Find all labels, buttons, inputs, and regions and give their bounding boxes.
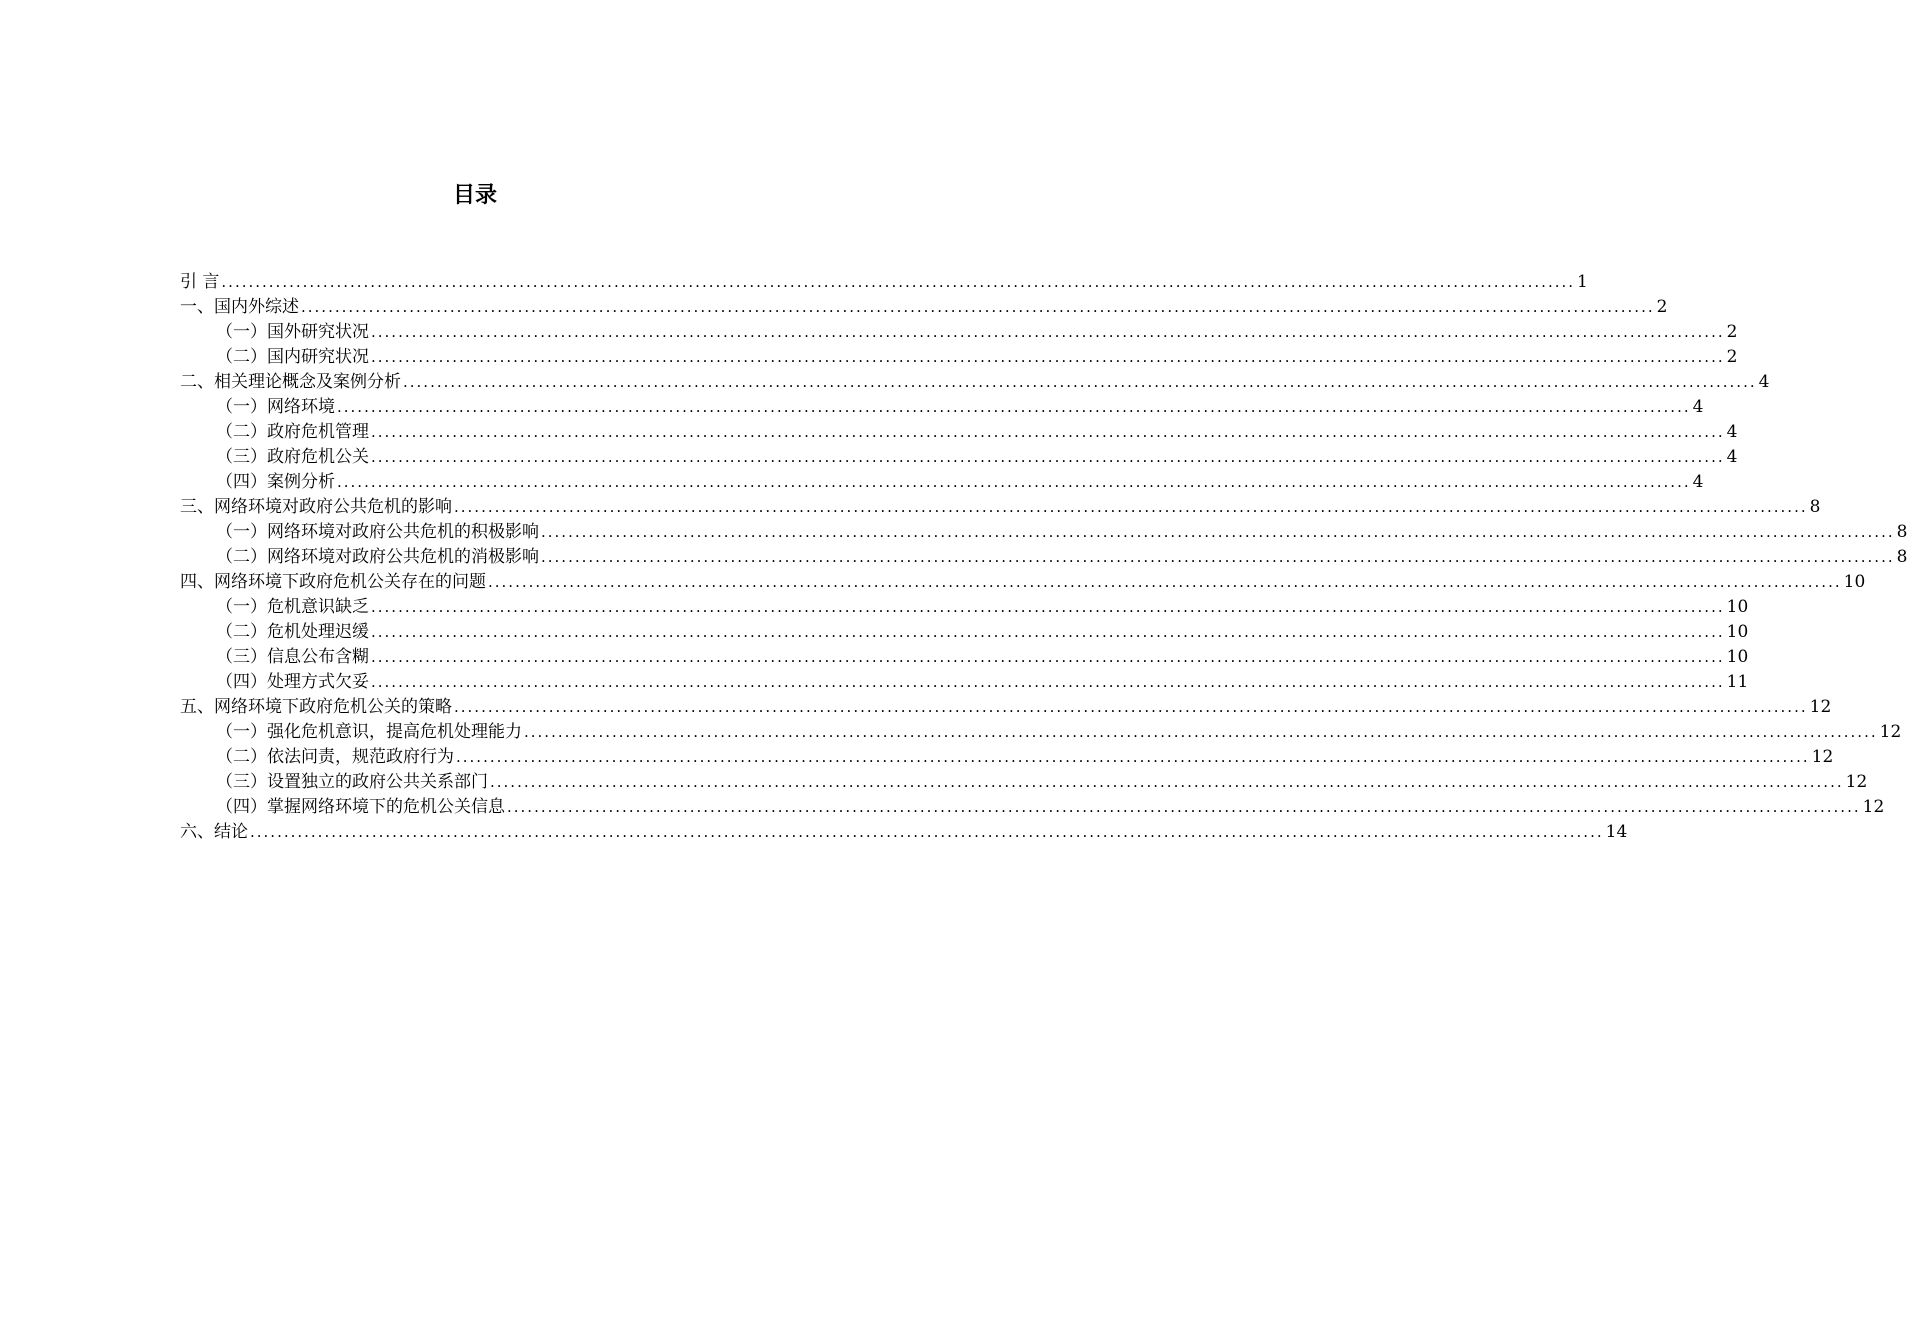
toc-entry[interactable] <box>180 270 1588 295</box>
toc-dot-leader: ........................................................................................................................................................................................................ <box>507 798 1861 816</box>
toc-dot-leader: ........................................................................................................................................................................................................ <box>454 698 1808 716</box>
toc-dot-leader: ........................................................................................................................................................................................................ <box>337 473 1691 491</box>
toc-entry-page-number: 10 <box>1843 572 1866 592</box>
toc-entry-page-number: 11 <box>1726 672 1749 692</box>
toc-entry-page-number: 4 <box>1726 422 1738 442</box>
toc-entry-title: （一）强化危机意识，提高危机处理能力 <box>216 722 522 742</box>
toc-entry-page-number: 8 <box>1896 547 1907 567</box>
toc-entry[interactable] <box>180 595 1749 620</box>
toc-entry-page-number: 4 <box>1692 397 1704 417</box>
toc-entry-title: 引 言 <box>180 272 220 292</box>
toc-dot-leader: ........................................................................................................................................................................................................ <box>371 448 1725 466</box>
toc-entry-page-number: 8 <box>1809 497 1821 517</box>
toc-entry[interactable] <box>180 795 1885 820</box>
toc-entry[interactable] <box>180 295 1668 320</box>
toc-dot-leader: ........................................................................................................................................................................................................ <box>488 573 1842 591</box>
toc-entry-page-number: 8 <box>1896 522 1907 542</box>
toc-entry[interactable] <box>180 545 1907 570</box>
toc-entry[interactable] <box>180 620 1749 645</box>
toc-dot-leader: ........................................................................................................................................................................................................ <box>456 748 1810 766</box>
toc-dot-leader: ........................................................................................................................................................................................................ <box>371 423 1725 441</box>
toc-entry-title: 一、国内外综述 <box>180 297 299 317</box>
toc-dot-leader: ........................................................................................................................................................................................................ <box>301 298 1655 316</box>
toc-dot-leader: ........................................................................................................................................................................................................ <box>490 773 1844 791</box>
toc-entry-page-number: 2 <box>1726 347 1738 367</box>
toc-entry-page-number: 12 <box>1845 772 1868 792</box>
toc-entry[interactable] <box>180 720 1902 745</box>
toc-entry-page-number: 12 <box>1879 722 1902 742</box>
toc-dot-leader: ........................................................................................................................................................................................................ <box>371 598 1725 616</box>
toc-dot-leader: ........................................................................................................................................................................................................ <box>371 673 1725 691</box>
toc-entry-title: 三、网络环境对政府公共危机的影响 <box>180 497 452 517</box>
toc-entry[interactable] <box>180 645 1749 670</box>
toc-entry-title: （一）网络环境对政府公共危机的积极影响 <box>216 522 539 542</box>
toc-entry-page-number: 10 <box>1726 647 1749 667</box>
toc-entry[interactable] <box>180 395 1704 420</box>
toc-entry-page-number: 12 <box>1862 797 1885 817</box>
toc-entry-title: （一）国外研究状况 <box>216 322 369 342</box>
toc-dot-leader: ........................................................................................................................................................................................................ <box>541 548 1895 566</box>
toc-entry-title: （三）信息公布含糊 <box>216 647 369 667</box>
toc-entry-title: 四、网络环境下政府危机公关存在的问题 <box>180 572 486 592</box>
toc-entry-page-number: 12 <box>1811 747 1834 767</box>
toc-entry-page-number: 2 <box>1656 297 1668 317</box>
toc-entry-title: （二）依法问责，规范政府行为 <box>216 747 454 767</box>
toc-entry[interactable] <box>180 445 1738 470</box>
toc-entry-title: （二）国内研究状况 <box>216 347 369 367</box>
toc-entry[interactable] <box>180 520 1907 545</box>
toc-entry-title: （四）案例分析 <box>216 472 335 492</box>
toc-entry-title: （二）网络环境对政府公共危机的消极影响 <box>216 547 539 567</box>
toc-entry-title: （四）掌握网络环境下的危机公关信息 <box>216 797 505 817</box>
toc-dot-leader: ........................................................................................................................................................................................................ <box>541 523 1895 541</box>
toc-dot-leader: ........................................................................................................................................................................................................ <box>250 823 1604 841</box>
toc-entry[interactable] <box>180 495 1821 520</box>
toc-entry-title: （一）网络环境 <box>216 397 335 417</box>
toc-entry-title: （三）政府危机公关 <box>216 447 369 467</box>
toc-entry-title: 六、结论 <box>180 822 248 842</box>
toc-entry-title: 二、相关理论概念及案例分析 <box>180 372 401 392</box>
toc-entry-title: （一）危机意识缺乏 <box>216 597 369 617</box>
toc-entry[interactable] <box>180 695 1832 720</box>
table-of-contents <box>180 270 1907 845</box>
toc-dot-leader: ........................................................................................................................................................................................................ <box>524 723 1878 741</box>
toc-entry-title: （二）危机处理迟缓 <box>216 622 369 642</box>
toc-entry[interactable] <box>180 420 1738 445</box>
page-title: 目录 <box>452 183 497 208</box>
toc-dot-leader: ........................................................................................................................................................................................................ <box>454 498 1808 516</box>
toc-entry-title: 五、网络环境下政府危机公关的策略 <box>180 697 452 717</box>
toc-dot-leader: ........................................................................................................................................................................................................ <box>403 373 1757 391</box>
toc-entry-title: （三）设置独立的政府公共关系部门 <box>216 772 488 792</box>
toc-entry-page-number: 10 <box>1726 622 1749 642</box>
toc-entry-page-number: 4 <box>1692 472 1704 492</box>
toc-dot-leader: ........................................................................................................................................................................................................ <box>337 398 1691 416</box>
toc-entry-title: （四）处理方式欠妥 <box>216 672 369 692</box>
toc-entry-page-number: 12 <box>1809 697 1832 717</box>
toc-entry-page-number: 1 <box>1577 272 1588 292</box>
toc-entry[interactable] <box>180 320 1738 345</box>
toc-entry[interactable] <box>180 745 1834 770</box>
toc-entry-page-number: 10 <box>1726 597 1749 617</box>
toc-entry[interactable] <box>180 570 1866 595</box>
toc-entry[interactable] <box>180 370 1770 395</box>
toc-dot-leader: ........................................................................................................................................................................................................ <box>371 348 1725 366</box>
toc-entry[interactable] <box>180 770 1868 795</box>
toc-dot-leader: ........................................................................................................................................................................................................ <box>371 323 1725 341</box>
toc-entry-page-number: 2 <box>1726 322 1738 342</box>
toc-entry[interactable] <box>180 820 1628 845</box>
toc-dot-leader: ........................................................................................................................................................................................................ <box>371 648 1725 666</box>
toc-entry-page-number: 14 <box>1605 822 1628 842</box>
toc-entry-page-number: 4 <box>1726 447 1738 467</box>
toc-dot-leader: ........................................................................................................................................................................................................ <box>371 623 1725 641</box>
toc-entry[interactable] <box>180 345 1738 370</box>
toc-entry-page-number: 4 <box>1758 372 1770 392</box>
toc-entry[interactable] <box>180 470 1704 495</box>
toc-dot-leader: ........................................................................................................................................................................................................ <box>221 273 1576 291</box>
toc-entry-title: （二）政府危机管理 <box>216 422 369 442</box>
toc-entry[interactable] <box>180 670 1749 695</box>
